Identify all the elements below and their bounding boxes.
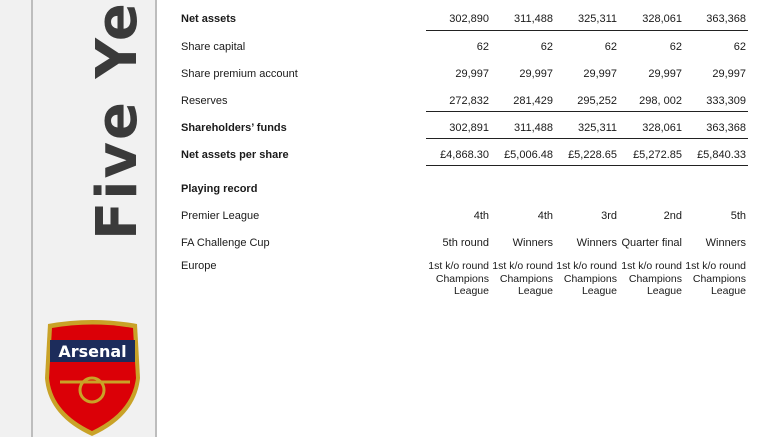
- svg-text:Arsenal: Arsenal: [58, 342, 127, 361]
- table-cell: 333,309: [706, 95, 746, 107]
- table-cell: Winners: [576, 237, 617, 249]
- table-cell: 5th round: [442, 237, 489, 249]
- table-cell: 311,488: [514, 122, 553, 134]
- table-cell: 29,997: [648, 68, 682, 80]
- label-share-premium: Share premium account: [181, 68, 298, 80]
- table-cell: 298, 002: [639, 95, 682, 107]
- rule-net-assets: [426, 30, 748, 31]
- label-reserves: Reserves: [181, 95, 228, 107]
- table-cell: 3rd: [601, 210, 617, 222]
- table-cell: 5th: [730, 210, 746, 222]
- table-cell: 2nd: [663, 210, 682, 222]
- table-cell: £5,840.33: [697, 149, 746, 161]
- table-cell: 281,429: [513, 95, 553, 107]
- table-cell: 29,997: [519, 68, 553, 80]
- table-cell: 295,252: [577, 95, 617, 107]
- table-cell: 311,488: [514, 13, 553, 25]
- label-share-capital: Share capital: [181, 41, 246, 53]
- label-net-assets-per-share: Net assets per share: [181, 149, 289, 161]
- table-cell: 328,061: [642, 13, 682, 25]
- table-cell: 1st k/o round Champions League: [492, 260, 553, 297]
- table-cell: 29,997: [455, 68, 489, 80]
- table-cell: 328,061: [642, 122, 682, 134]
- table-cell: £4,868.30: [440, 149, 489, 161]
- label-premier-league: Premier League: [181, 210, 260, 222]
- label-fa-cup: FA Challenge Cup: [181, 237, 270, 249]
- table-cell: £5,006.48: [504, 149, 553, 161]
- table-cell: £5,272.85: [633, 149, 682, 161]
- label-shareholders-funds: Shareholders’ funds: [181, 122, 287, 134]
- sidebar-right-rule: [155, 0, 157, 437]
- rule-reserves: [426, 111, 748, 112]
- table-cell: 62: [733, 41, 746, 53]
- table-cell: £5,228.65: [568, 149, 617, 161]
- table-cell: Winners: [705, 237, 746, 249]
- page-title: Five Ye: [85, 1, 150, 240]
- table-cell: 29,997: [712, 68, 746, 80]
- label-europe: Europe: [181, 260, 217, 272]
- label-net-assets: Net assets: [181, 13, 237, 25]
- table-cell: 1st k/o round Champions League: [621, 260, 682, 297]
- label-playing-record: Playing record: [181, 183, 258, 195]
- table-cell: Winners: [512, 237, 553, 249]
- table-cell: 29,997: [583, 68, 617, 80]
- rule-shareholders: [426, 138, 748, 139]
- table-cell: 363,368: [706, 13, 746, 25]
- table-cell: 302,891: [449, 122, 489, 134]
- table-cell: 1st k/o round Champions League: [556, 260, 617, 297]
- table-cell: 1st k/o round Champions League: [685, 260, 746, 297]
- table-cell: 4th: [537, 210, 553, 222]
- table-cell: 62: [540, 41, 553, 53]
- table-cell: 1st k/o round Champions League: [428, 260, 489, 297]
- rule-per-share: [426, 165, 748, 166]
- table-cell: 302,890: [449, 13, 489, 25]
- table-cell: Quarter final: [621, 237, 682, 249]
- table-cell: 325,311: [578, 13, 617, 25]
- table-cell: 363,368: [706, 122, 746, 134]
- table-cell: 62: [476, 41, 489, 53]
- sidebar-left-rule: [31, 0, 33, 437]
- arsenal-crest-logo: [40, 320, 145, 437]
- table-cell: 272,832: [449, 95, 489, 107]
- table-cell: 62: [604, 41, 617, 53]
- table-cell: 325,311: [578, 122, 617, 134]
- table-cell: 4th: [473, 210, 489, 222]
- table-cell: 62: [669, 41, 682, 53]
